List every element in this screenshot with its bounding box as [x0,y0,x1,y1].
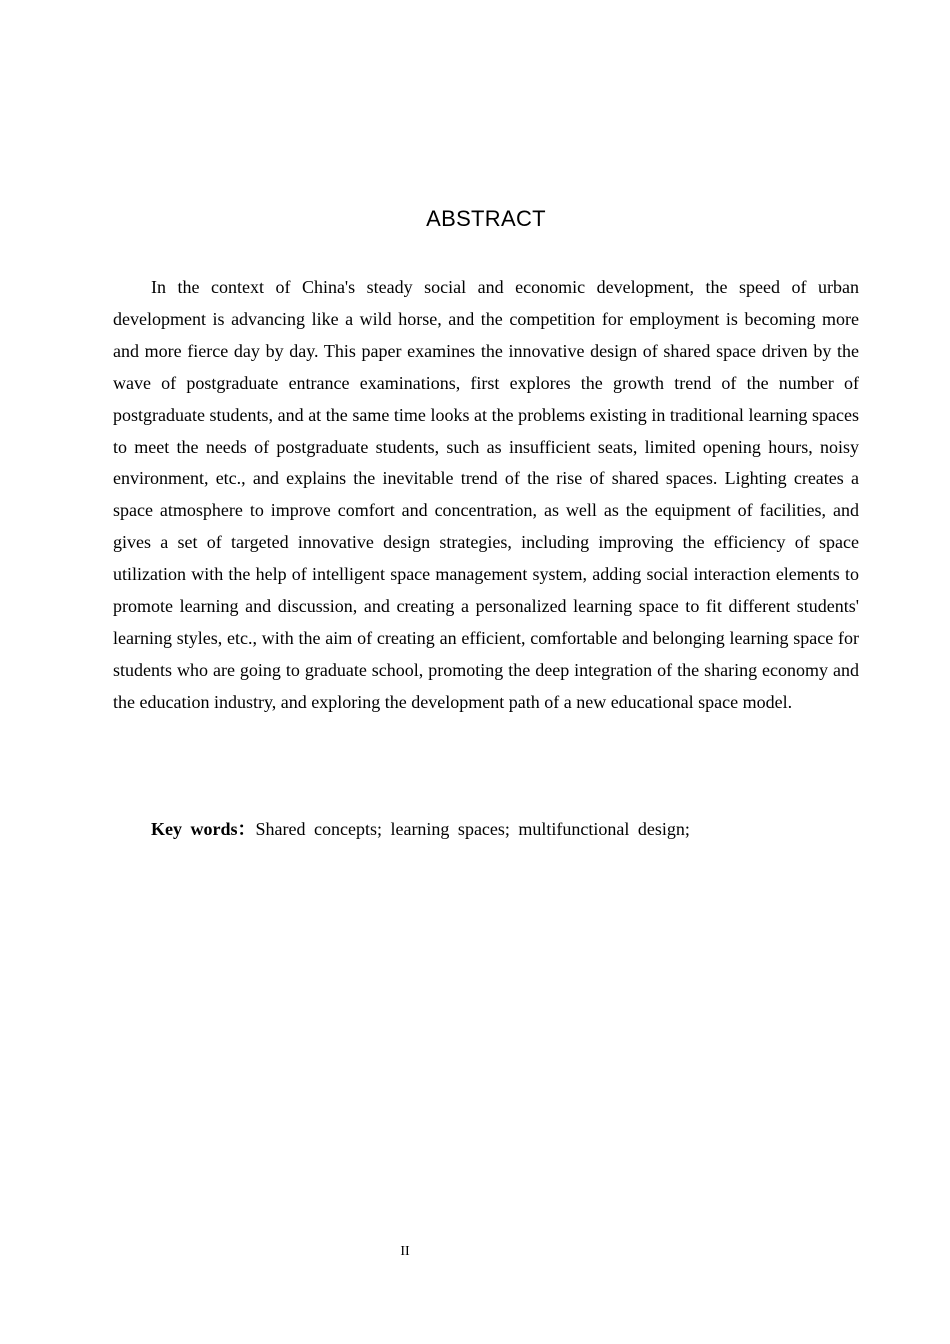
keywords-line [113,814,859,846]
abstract-body: In the context of China's steady social and economic development, the speed of urban development is advancing like a wild horse, and the competition for employment is becoming more and more fierce day by day. This paper examines the innovative design of shared space driven by the wave of postgraduate entrance examinations, first explores the growth trend of the number of postgraduate students, and at the same time looks at the problems existing in traditional learning spaces to meet the needs of postgraduate students, such as insufficient seats, limited opening hours, noisy environment, etc., and explains the inevitable trend of the rise of shared spaces. Lighting creates a space atmosphere to improve comfort and concentration, as well as the equipment of facilities, and gives a set of targeted innovative design strategies, including improving the efficiency of space utilization with the help of intelligent space management system, adding social interaction elements to promote learning and discussion, and creating a personalized learning space to fit different students' learning styles, etc., with the aim of creating an efficient, comfortable and belonging learning space for students who are going to graduate school, promoting the deep integration of the sharing economy and the education industry, and exploring the development path of a new educational space model. [113,277,859,712]
abstract-heading: ABSTRACT [426,206,546,231]
keywords-label: Key words： [151,819,256,839]
keywords-value: Shared concepts; learning spaces; multifunctional design; [255,819,690,839]
page-number: II [400,1244,410,1259]
